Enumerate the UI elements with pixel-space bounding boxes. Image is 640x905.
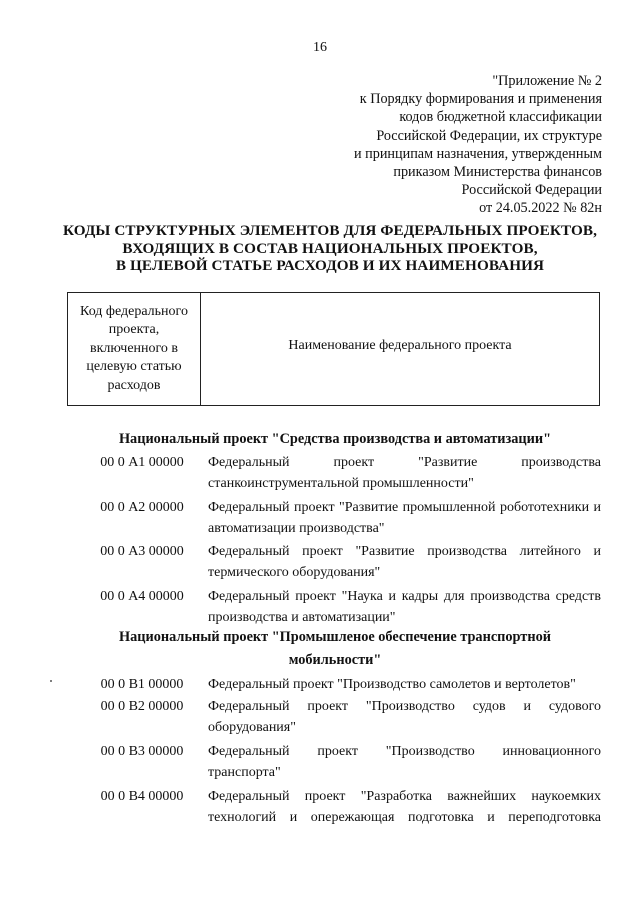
column-header-code-line: расходов <box>107 377 161 393</box>
section-title-line: Национальный проект "Средства производства и автоматизации" <box>118 431 552 447</box>
table-row <box>82 452 602 492</box>
section-title-line: Национальный проект "Промышленое обеспечение транспортной <box>119 629 551 645</box>
document-title <box>60 222 600 275</box>
project-code: 00 0 А2 00000 <box>100 500 184 515</box>
page-number: 16 <box>313 40 327 55</box>
project-code: 00 0 А1 00000 <box>100 455 184 470</box>
table-row <box>82 786 602 826</box>
column-header-code-line: включенного в <box>89 340 179 356</box>
column-header-code <box>68 293 201 405</box>
project-name: Федеральный проект "Разработка важнейших наукоемких технологий и опережающая подготовка и переподготовка <box>208 789 601 825</box>
section-title-line: мобильности" <box>288 652 382 668</box>
title-line: ВХОДЯЩИХ В СОСТАВ НАЦИОНАЛЬНЫХ ПРОЕКТОВ, <box>122 239 538 257</box>
project-code: 00 0 В2 00000 <box>100 699 184 714</box>
project-name: Федеральный проект "Развитие производства литейного и термического оборудования" <box>208 544 601 580</box>
appendix-line: к Порядку формирования и применения <box>359 91 602 108</box>
appendix-line: от 24.05.2022 № 82н <box>479 200 602 217</box>
column-header-code-line: проекта, <box>108 322 160 338</box>
column-header-name: Наименование федерального проекта <box>288 338 512 353</box>
column-header-code-line: целевую статью <box>86 359 182 375</box>
section-title <box>70 626 600 672</box>
project-code: 00 0 А3 00000 <box>100 544 184 559</box>
project-name: Федеральный проект "Производство судов и судового оборудования" <box>208 699 601 735</box>
table-row <box>82 696 602 736</box>
project-name: Федеральный проект "Производство инновационного транспорта" <box>208 744 601 780</box>
appendix-line: приказом Министерства финансов <box>393 164 602 181</box>
appendix-line: Российской Федерации <box>461 182 602 199</box>
project-code: 00 0 В3 00000 <box>100 744 184 759</box>
project-name: Федеральный проект "Развитие промышленной робототехники и автоматизации производства" <box>208 500 601 536</box>
margin-mark <box>50 680 52 682</box>
project-name: Федеральный проект "Наука и кадры для производства средств производства и автоматизации" <box>208 589 601 625</box>
column-header-code-line: Код федерального <box>80 303 188 319</box>
title-line: В ЦЕЛЕВОЙ СТАТЬЕ РАСХОДОВ И ИХ НАИМЕНОВАНИЯ <box>115 257 545 274</box>
table-row <box>82 497 602 537</box>
project-code: 00 0 А4 00000 <box>100 589 184 604</box>
appendix-line: и принципам назначения, утвержденным <box>354 145 602 162</box>
table-header <box>67 292 600 406</box>
appendix-line: "Приложение № 2 <box>492 73 602 89</box>
table-row <box>82 586 602 626</box>
appendix-line: кодов бюджетной классификации <box>399 109 602 126</box>
section-title <box>70 428 600 451</box>
title-line: КОДЫ СТРУКТУРНЫХ ЭЛЕМЕНТОВ ДЛЯ ФЕДЕРАЛЬНЫХ ПРОЕКТОВ, <box>62 222 598 239</box>
table-row <box>82 541 602 581</box>
project-name: Федеральный проект "Развитие производства станкоинструментальной промышленности" <box>208 455 601 491</box>
appendix-reference <box>320 72 602 218</box>
project-code: 00 0 В1 00000 <box>100 677 184 692</box>
table-row <box>82 741 602 781</box>
appendix-line: Российской Федерации, их структуре <box>376 127 602 144</box>
project-name: Федеральный проект "Производство самолетов и вертолетов" <box>208 677 576 692</box>
project-code: 00 0 В4 00000 <box>100 789 184 804</box>
